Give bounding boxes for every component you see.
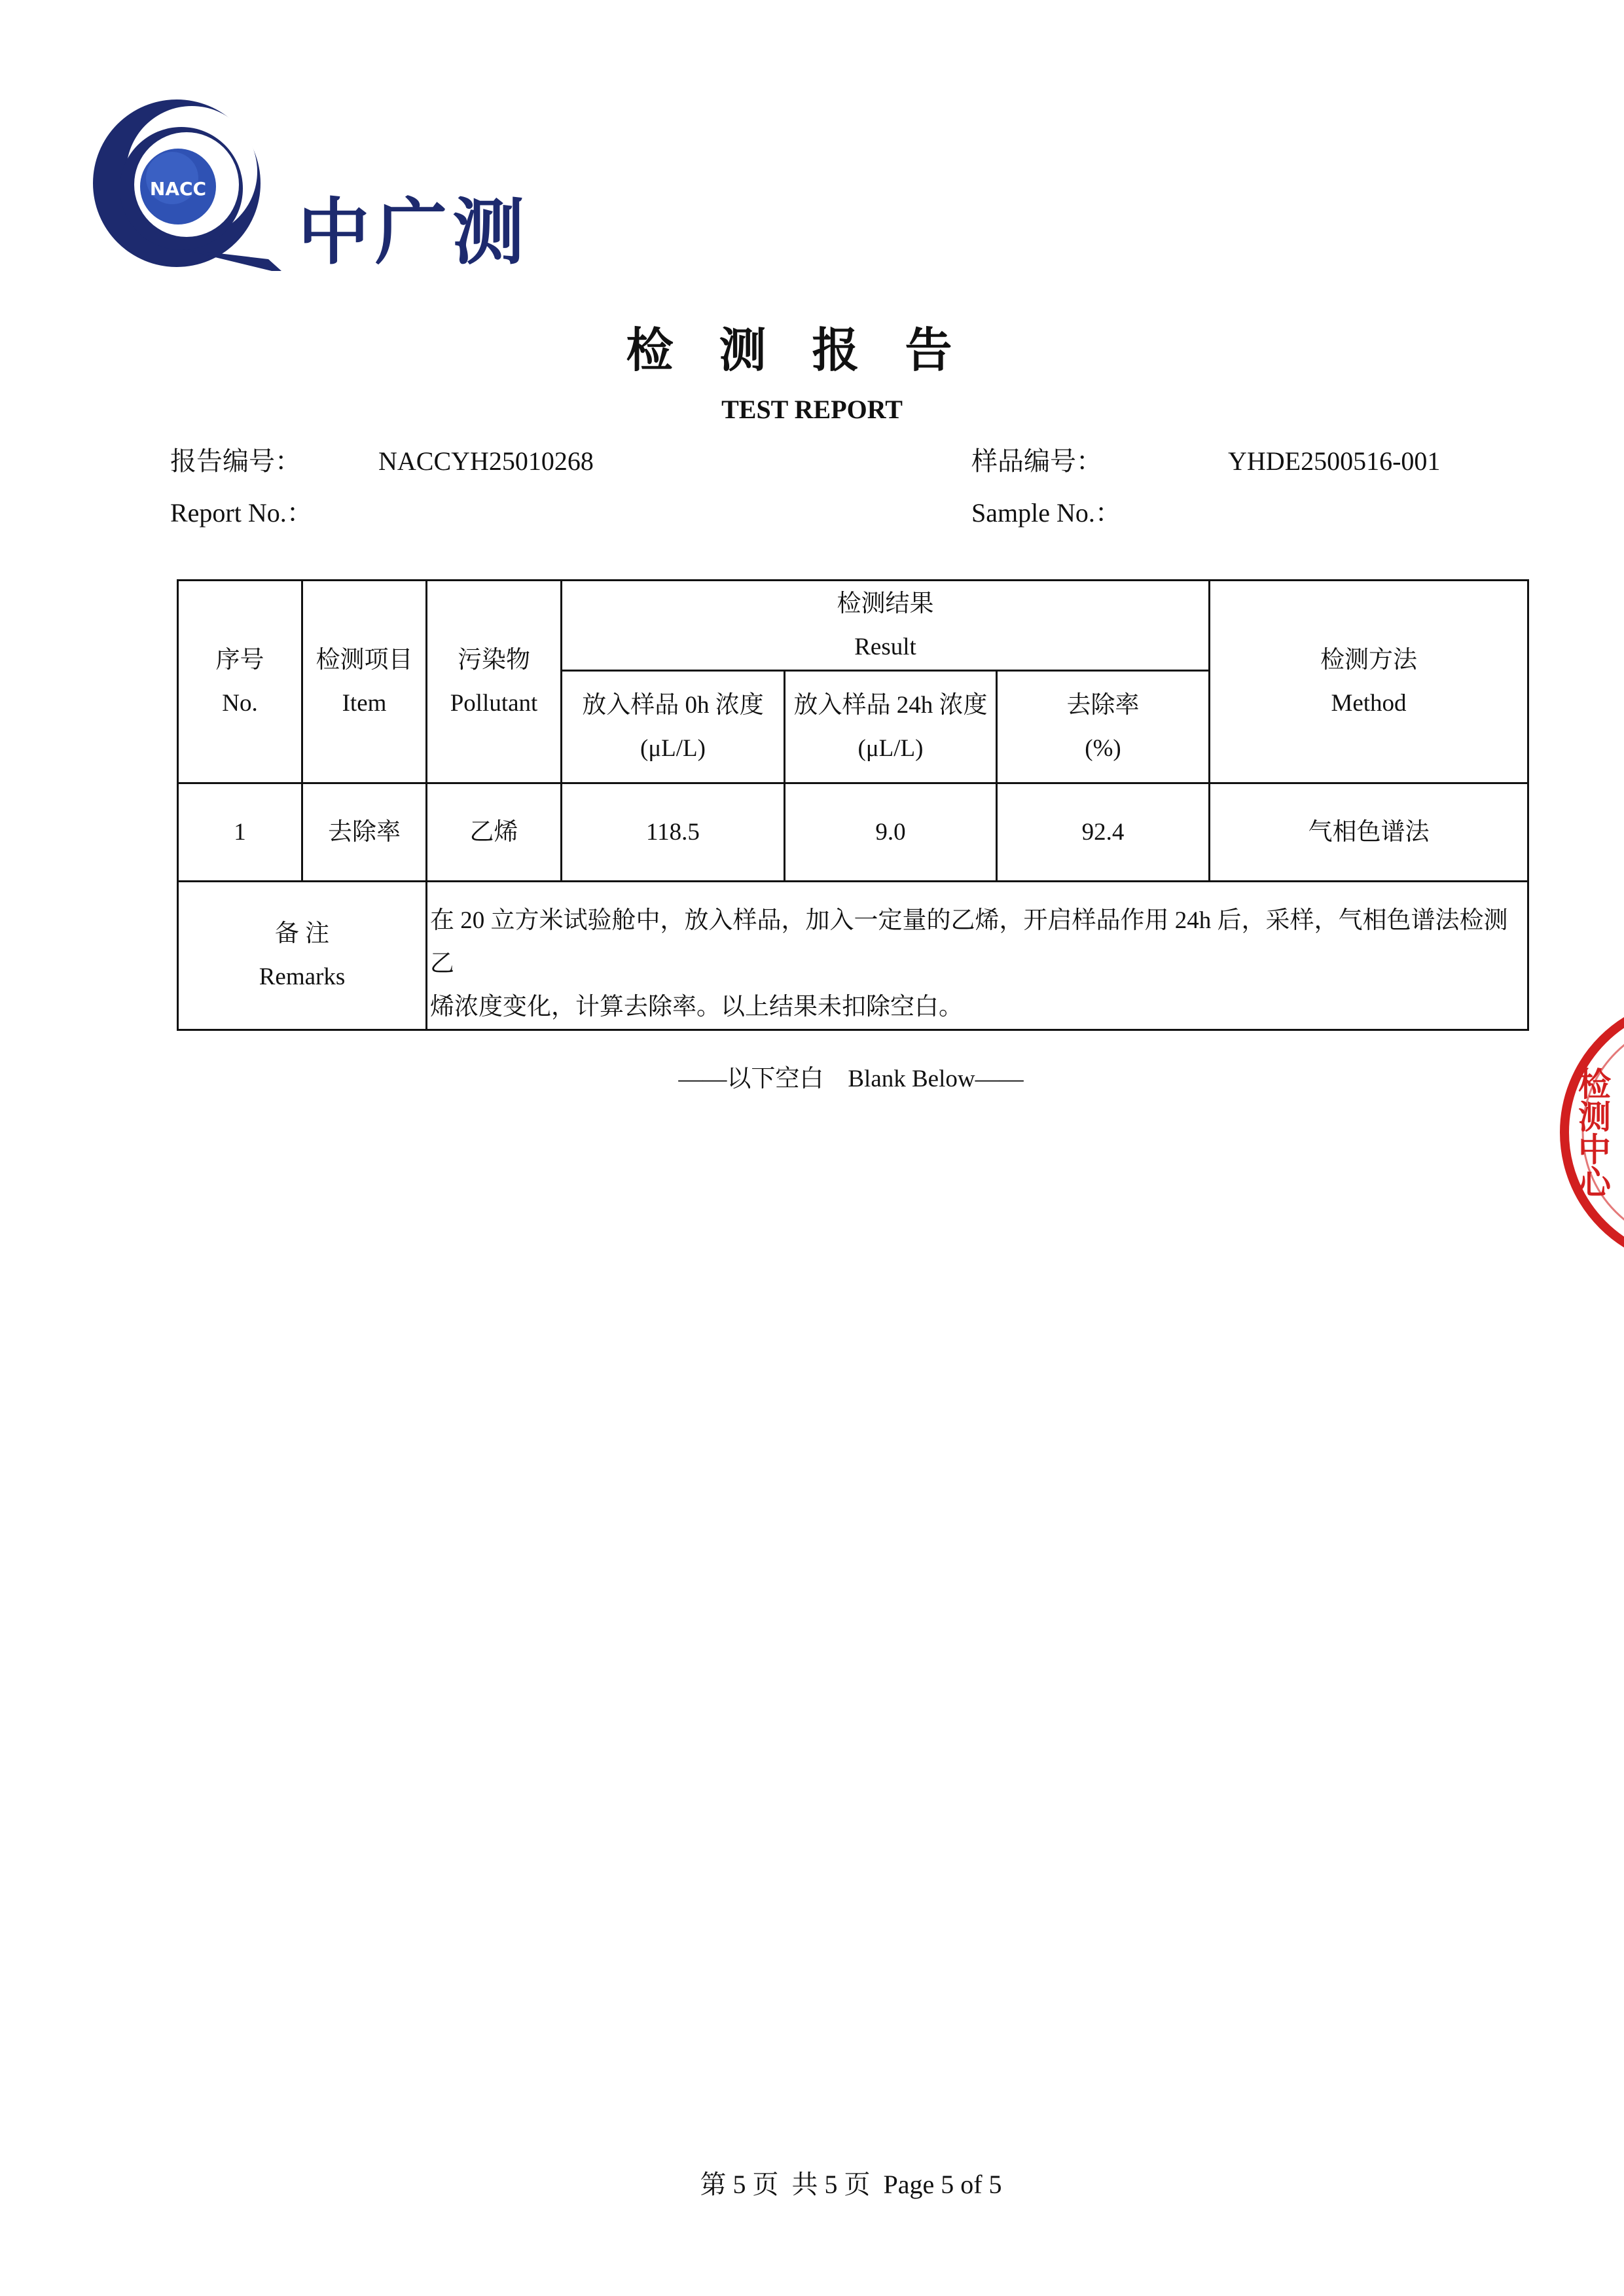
report-no-value: NACCYH25010268 bbox=[378, 446, 594, 476]
header-item bbox=[302, 581, 427, 783]
header-no-en: No. bbox=[222, 689, 258, 717]
remarks-label-cn: 备 注 bbox=[274, 920, 330, 947]
remarks-label bbox=[178, 882, 427, 1030]
header-conc-0h-cn: 放入样品 0h 浓度 bbox=[582, 691, 764, 719]
blank-below-marker: ——以下空白 Blank Below—— bbox=[678, 1066, 1024, 1092]
seal-stamp-graphic bbox=[1532, 988, 1624, 1276]
header-item-en: Item bbox=[342, 689, 387, 717]
cell-item: 去除率 bbox=[302, 783, 427, 882]
header-removal bbox=[997, 671, 1210, 783]
header-pollutant bbox=[427, 581, 562, 783]
header-conc-24h-cn: 放入样品 24h 浓度 bbox=[793, 691, 988, 719]
seal-stamp-text: 检测中心 bbox=[1573, 1067, 1611, 1198]
header-pollutant-cn: 污染物 bbox=[458, 646, 530, 673]
cell-removal: 92.4 bbox=[997, 783, 1210, 882]
results-table bbox=[177, 579, 1529, 1031]
header-no-cn: 序号 bbox=[215, 646, 264, 673]
sample-no-label-en: Sample No.： bbox=[971, 498, 1121, 528]
header-pollutant-en: Pollutant bbox=[450, 689, 538, 717]
header-no bbox=[178, 581, 302, 783]
report-no-label-en: Report No.： bbox=[170, 498, 313, 528]
header-result-en: Result bbox=[854, 633, 916, 660]
header-removal-unit: (%) bbox=[1085, 734, 1121, 762]
header-conc-24h-unit: (μL/L) bbox=[857, 734, 924, 762]
header-result bbox=[562, 581, 1210, 671]
cell-no: 1 bbox=[178, 783, 302, 882]
remarks-line-2: 烯浓度变化，计算去除率。以上结果未扣除空白。 bbox=[430, 994, 963, 1020]
page-footer: 第 5 页 共 5 页 Page 5 of 5 bbox=[700, 2170, 1002, 2199]
header-method-cn: 检测方法 bbox=[1320, 646, 1418, 673]
seal-stamp bbox=[1532, 988, 1624, 1276]
header-method bbox=[1210, 581, 1528, 783]
remarks-text bbox=[427, 882, 1528, 1030]
remarks-line-1: 在 20 立方米试验舱中，放入样品，加入一定量的乙烯，开启样品作用 24h 后，采样，气相色谱法检测乙 bbox=[430, 907, 1508, 977]
report-title-en: TEST REPORT bbox=[721, 395, 903, 424]
cell-conc-0h: 118.5 bbox=[562, 783, 785, 882]
header-result-cn: 检测结果 bbox=[837, 590, 934, 617]
cell-pollutant: 乙烯 bbox=[427, 783, 562, 882]
remarks-row bbox=[178, 882, 1528, 1030]
sample-no-label-cn: 样品编号： bbox=[971, 446, 1102, 476]
header-conc-0h-unit: (μL/L) bbox=[640, 734, 706, 762]
header-item-cn: 检测项目 bbox=[316, 646, 413, 673]
remarks-label-en: Remarks bbox=[259, 963, 346, 990]
table-row bbox=[178, 783, 1528, 882]
sample-no-value: YHDE2500516-001 bbox=[1228, 446, 1441, 476]
header-conc-24h bbox=[785, 671, 997, 783]
cell-method: 气相色谱法 bbox=[1210, 783, 1528, 882]
report-no-label-cn: 报告编号： bbox=[170, 446, 301, 476]
header-method-en: Method bbox=[1331, 689, 1407, 717]
logo-badge-text: NACC bbox=[149, 178, 207, 200]
logo-text: 中广测 bbox=[298, 190, 530, 274]
cell-conc-24h: 9.0 bbox=[785, 783, 997, 882]
table-header-row bbox=[178, 581, 1528, 671]
header-conc-0h bbox=[562, 671, 785, 783]
header-removal-cn: 去除率 bbox=[1066, 691, 1140, 719]
report-title-cn: 检测报告 bbox=[626, 325, 998, 377]
